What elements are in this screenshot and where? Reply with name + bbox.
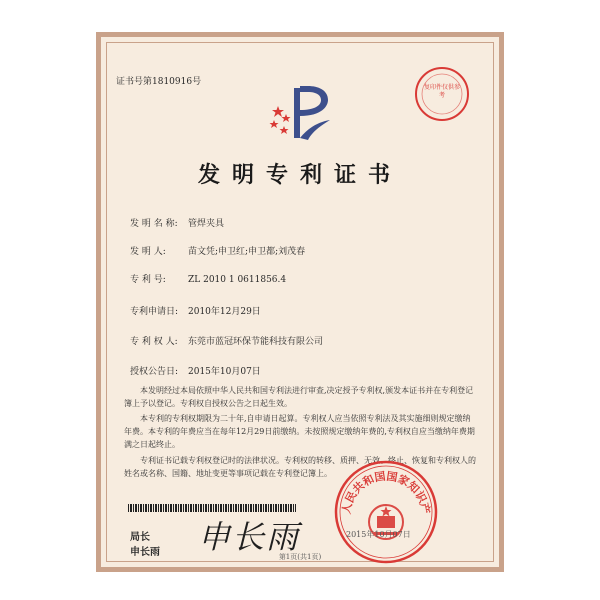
barcode	[128, 504, 296, 512]
page-number: 第1页(共1页)	[278, 553, 322, 561]
field-inventors	[130, 244, 305, 257]
certificate-paragraph: 本专利的专利权期限为二十年,自申请日起算。专利权人应当依照专利法及其实施细则规定缴纳年费。本专利的年费应当在每年12月29日前缴纳。未按照规定缴纳年费的,专利权自应当缴纳年费期满之日起终止。	[124, 414, 475, 449]
signature-title: 局长	[130, 532, 150, 543]
svg-text:中华人民共和国国家知识产权局	[334, 460, 433, 515]
seal-date: 2015年10月07日	[346, 530, 411, 539]
field-label: 专 利 权 人:	[130, 337, 178, 347]
certificate-paragraph: 专利证书记载专利权登记时的法律状况。专利权的转移、质押、无效、终止、恢复和专利权人的姓名或名称、国籍、地址变更等事项记载在专利登记簿上。	[124, 456, 476, 478]
field-label: 授权公告日:	[130, 367, 179, 377]
official-seal-icon	[334, 460, 438, 564]
certificate-number: 证书号第1810916号	[116, 77, 202, 87]
signature-name: 申长雨	[130, 547, 160, 558]
field-value: 2015年10月07日	[188, 367, 261, 377]
small-seal	[414, 66, 470, 122]
field-value: 苗文凭;申卫红;申卫都;刘茂春	[188, 247, 306, 257]
field-patentee	[130, 334, 323, 347]
small-seal-text: 复印件仅供参考	[424, 84, 461, 99]
field-application-date	[130, 304, 261, 317]
handwritten-signature: 申长雨	[198, 518, 301, 556]
field-value: 管焊夹具	[188, 219, 225, 229]
seal-text: 人民共和国国家知识产	[339, 469, 433, 516]
field-grant-date	[130, 364, 261, 377]
field-label: 专利申请日:	[130, 307, 179, 317]
patent-certificate	[96, 32, 504, 572]
official-seal	[334, 460, 438, 564]
field-value: 东莞市蓝冠环保节能科技有限公司	[188, 337, 324, 347]
field-invention-name	[130, 216, 224, 229]
field-patent-number	[130, 272, 286, 285]
cnipa-logo-icon	[264, 82, 336, 144]
field-value: 2010年12月29日	[188, 307, 261, 317]
page-title: 发明专利证书	[197, 162, 402, 188]
field-label: 专 利 号:	[130, 275, 166, 285]
field-label: 发 明 人:	[130, 247, 166, 257]
certificate-paragraph: 本发明经过本局依照中华人民共和国专利法进行审查,决定授予专利权,颁发本证书并在专利登记簿上予以登记。专利权自授权公告之日起生效。	[124, 386, 474, 408]
field-value: ZL 2010 1 0611856.4	[188, 275, 287, 285]
field-label: 发 明 名 称:	[130, 219, 178, 229]
